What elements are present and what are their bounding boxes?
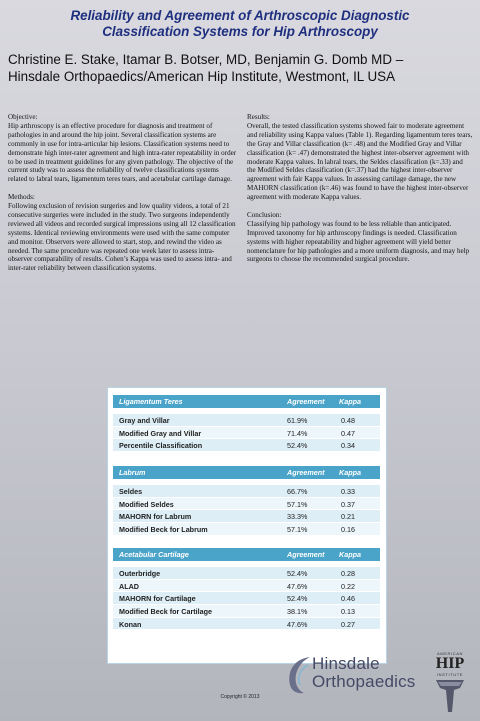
table-row (113, 523, 380, 536)
agreement-header: Agreement (287, 550, 325, 559)
group-name: Labrum (119, 468, 146, 477)
methods-body: Following exclusion of revision surgeries and low quality videos, a total of 21 consecutive surgeries were included in the study. Two surgeons independently reviewed all videos and recorded surgical impressions using all 12 classification systems. Identical reviewing environments were used with the same computer and monitor. Observers were allowed to start, stop, and rewind the video as needed. The same procedure was repeated one week later to assess intra-observer comparability of results. Cohen’s Kappa was used to assess intra- and inter-rater reliability between classification systems. (8, 202, 236, 273)
ahi-hip: HIP (435, 655, 465, 672)
row-kappa: 0.46 (341, 594, 355, 604)
table-row (113, 510, 380, 523)
table-row (113, 498, 380, 511)
table-row (113, 427, 380, 440)
table-group-header (113, 548, 380, 561)
orthopaedics-name: Orthopaedics (312, 672, 416, 691)
right-column (247, 113, 473, 273)
methods-heading: Methods: (8, 193, 35, 202)
hip-swoosh-icon (284, 655, 314, 695)
row-agreement: 57.1% (287, 525, 308, 535)
row-kappa: 0.13 (341, 607, 355, 617)
row-kappa: 0.28 (341, 569, 355, 578)
objective-section (8, 113, 238, 184)
ahi-institute: INSTITUTE (436, 672, 464, 677)
row-agreement: 33.3% (287, 512, 308, 522)
kappa-header: Kappa (339, 550, 361, 559)
results-section (247, 113, 473, 202)
agreement-header: Agreement (287, 397, 325, 406)
row-kappa: 0.34 (341, 441, 355, 451)
row-agreement: 52.4% (287, 594, 308, 604)
row-label: Percentile Classification (119, 441, 203, 451)
table-group-acetabular-cartilage (113, 548, 380, 630)
results-body: Overall, the tested classification systems showed fair to moderate agreement and reliability using Kappa values (Table 1). Regarding ligamentum teres tears, the Gray and Villar classification (k= .48) and the Modified Gray and Villar classification (k= .47) demonstrated the highest inter-observer agreement with moderate Kappa values. In labral tears, the Seldes classification (k=.33) and the Modified Seldes classification (k=.37) had the highest inter-observer agreement with fair Kappa values. In assessing cartilage damage, the new MAHORN classification (k=.46) was found to have the highest inter-observer agreement with moderate Kappa values. (247, 121, 473, 202)
objective-body: Hip arthroscopy is an effective procedure for diagnosis and treatment of pathologies in and around the hip joint. Several classification systems are commonly in use for intra-articular hip lesions. Classification systems need to demonstrate high inter-rater agreement and high intra-rater repeatability in order to be used in treatment guidelines for any given pathology. The objective of the current study was to assess the reliability of twelve classifications systems related to labral tears, ligamentum teres tears, and acetabular cartilage damage. (8, 121, 237, 184)
hinsdale-name: Hinsdale (312, 654, 380, 673)
row-agreement: 57.1% (287, 499, 308, 509)
objective-heading: Objective: (8, 113, 38, 121)
table-row (113, 439, 380, 452)
row-kappa: 0.21 (341, 512, 355, 522)
kappa-header: Kappa (339, 468, 361, 477)
group-name: Acetabular Cartilage (119, 550, 189, 559)
row-label: Outerbridge (119, 569, 161, 578)
table-row (113, 592, 380, 605)
row-kappa: 0.27 (341, 619, 355, 629)
row-agreement: 47.6% (287, 619, 308, 629)
poster-title-line1: Reliability and Agreement of Arthroscopic Diagnostic (70, 8, 410, 23)
group-name: Ligamentum Teres (119, 397, 183, 406)
methods-section (8, 193, 238, 273)
row-label: MAHORN for Labrum (119, 512, 192, 522)
affiliation-line: Hinsdale Orthopaedics/American Hip Institute, Westmont, IL USA (8, 69, 396, 84)
table-group-labrum (113, 466, 380, 536)
row-agreement: 38.1% (287, 607, 308, 617)
conclusion-section (247, 211, 473, 264)
table-row (113, 605, 380, 618)
table-group-ligamentum-teres (113, 395, 380, 452)
table-row (113, 567, 380, 580)
row-agreement: 61.9% (287, 416, 308, 425)
row-label: Seldes (119, 487, 143, 496)
row-agreement: 52.4% (287, 441, 308, 451)
row-label: Modified Gray and Villar (119, 428, 202, 438)
row-label: MAHORN for Cartilage (119, 594, 196, 604)
row-kappa: 0.16 (341, 525, 355, 535)
table-group-header (113, 395, 380, 408)
row-kappa: 0.47 (341, 428, 355, 438)
row-label: Modified Beck for Cartilage (119, 607, 213, 617)
hinsdale-orthopaedics-logo (284, 653, 424, 699)
row-agreement: 71.4% (287, 428, 308, 438)
table-row (113, 414, 380, 427)
hinsdale-logo-text (312, 655, 416, 691)
conclusion-heading: Conclusion: (247, 210, 282, 219)
authors-affiliation (8, 51, 474, 85)
row-agreement: 47.6% (287, 581, 308, 591)
row-kappa: 0.33 (341, 487, 355, 496)
poster-title-line2: Classification Systems for Hip Arthroscopy (102, 24, 378, 39)
row-label: Gray and Villar (119, 416, 170, 425)
row-kappa: 0.22 (341, 581, 355, 591)
ahi-american: AMERICAN (437, 651, 463, 656)
table-row (113, 618, 380, 631)
row-kappa: 0.37 (341, 499, 355, 509)
table-row (113, 485, 380, 498)
row-label: Modified Beck for Labrum (119, 525, 208, 535)
row-agreement: 66.7% (287, 487, 308, 496)
kappa-header: Kappa (339, 397, 361, 406)
row-kappa: 0.48 (341, 416, 355, 425)
results-table (107, 387, 387, 664)
copyright-text: Copyright © 2013 (220, 694, 260, 700)
row-label: Modified Seldes (119, 499, 174, 509)
authors-line: Christine E. Stake, Itamar B. Botser, MD, Benjamin G. Domb MD – (8, 52, 404, 67)
table-row (113, 580, 380, 593)
results-heading: Results: (247, 113, 270, 121)
table-group-header (113, 466, 380, 479)
row-agreement: 52.4% (287, 569, 308, 578)
agreement-header: Agreement (287, 468, 325, 477)
left-column (8, 113, 238, 282)
row-label: Konan (119, 619, 142, 629)
row-label: ALAD (119, 581, 139, 591)
american-hip-institute-logo (430, 648, 470, 714)
poster-title (10, 8, 470, 40)
conclusion-body: Classifying hip pathology was found to be less reliable than anticipated. Improved taxonomy for hip arthroscopy findings is needed. Classification systems with higher repeatability and higher agreement will yield better nomenclature for hip pathologies and a more uniform diagnosis, and may help surgeons to choose the recommended surgical procedure. (247, 219, 470, 264)
